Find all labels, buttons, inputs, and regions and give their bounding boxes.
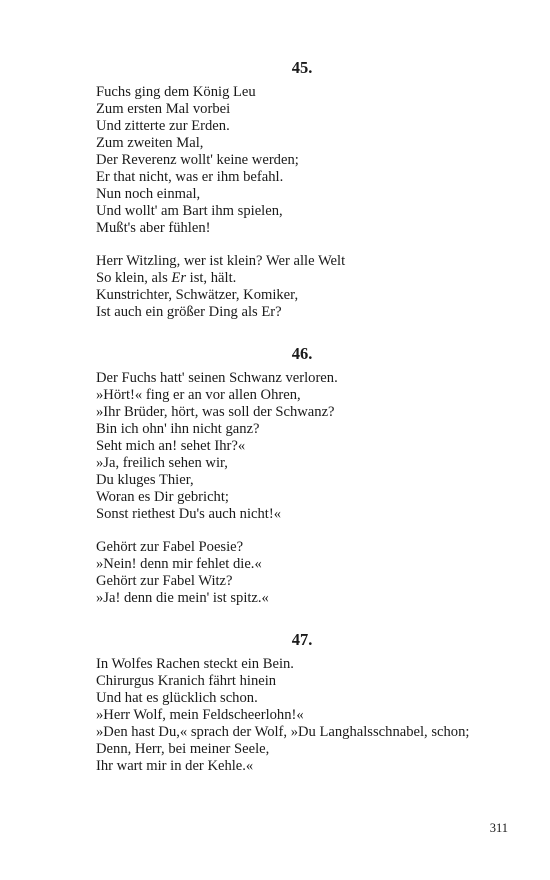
verse-line: »Hört!« fing er an vor allen Ohren, (96, 387, 301, 403)
verse-line: Und wollt' am Bart ihm spielen, (96, 203, 283, 219)
verse-line: Seht mich an! sehet Ihr?« (96, 438, 246, 454)
section-number: 46. (291, 344, 313, 363)
verse-line: Herr Witzling, wer ist klein? Wer alle Welt (96, 253, 346, 269)
section-number: 47. (291, 630, 313, 649)
verse-line: »Herr Wolf, mein Feldscheerlohn!« (96, 707, 304, 723)
stanza (96, 656, 469, 775)
verse-line: Der Fuchs hatt' seinen Schwanz verloren. (96, 370, 338, 386)
emphasized-word: Er (171, 270, 186, 286)
verse-line: Zum ersten Mal vorbei (96, 101, 231, 117)
verse-line: Kunstrichter, Schwätzer, Komiker, (96, 287, 299, 303)
stanza (96, 539, 269, 607)
verse-line-text: ist, hält. (186, 270, 237, 286)
verse-line: Zum zweiten Mal, (96, 135, 204, 151)
stanza (96, 84, 299, 237)
verse-line: Woran es Dir gebricht; (96, 489, 229, 505)
page-number: 311 (489, 821, 508, 835)
verse-line: Der Reverenz wollt' keine werden; (96, 152, 299, 168)
verse-line: Nun noch einmal, (96, 186, 201, 202)
verse-line: »Ja! denn die mein' ist spitz.« (96, 590, 269, 606)
verse-line: »Nein! denn mir fehlet die.« (96, 556, 262, 572)
verse-line: »Ja, freilich sehen wir, (96, 455, 228, 471)
verse-line: Bin ich ohn' ihn nicht ganz? (96, 421, 260, 437)
verse-line: Gehört zur Fabel Poesie? (96, 539, 244, 555)
verse-line: Ihr wart mir in der Kehle.« (96, 758, 254, 774)
verse-line: Mußt's aber fühlen! (96, 220, 211, 236)
verse-line: Denn, Herr, bei meiner Seele, (96, 741, 270, 757)
stanza (96, 370, 338, 523)
verse-line: Du kluges Thier, (96, 472, 194, 488)
verse-line: Gehört zur Fabel Witz? (96, 573, 233, 589)
verse-line: In Wolfes Rachen steckt ein Bein. (96, 656, 294, 672)
verse-line (96, 270, 345, 287)
verse-line: »Ihr Brüder, hört, was soll der Schwanz? (96, 404, 335, 420)
verse-line: Und zitterte zur Erden. (96, 118, 230, 134)
verse-line-text: So klein, als (96, 270, 172, 286)
verse-line: Und hat es glücklich schon. (96, 690, 258, 706)
verse-line: Chirurgus Kranich fährt hinein (96, 673, 277, 689)
stanza (96, 253, 345, 321)
verse-line: Fuchs ging dem König Leu (96, 84, 256, 100)
verse-line: »Den hast Du,« sprach der Wolf, »Du Langhalsschnabel, schon; (96, 724, 470, 740)
verse-line: Ist auch ein größer Ding als Er? (96, 304, 282, 320)
verse-line: Er that nicht, was er ihm befahl. (96, 169, 284, 185)
section-number: 45. (291, 58, 313, 77)
verse-line: Sonst riethest Du's auch nicht!« (96, 506, 282, 522)
